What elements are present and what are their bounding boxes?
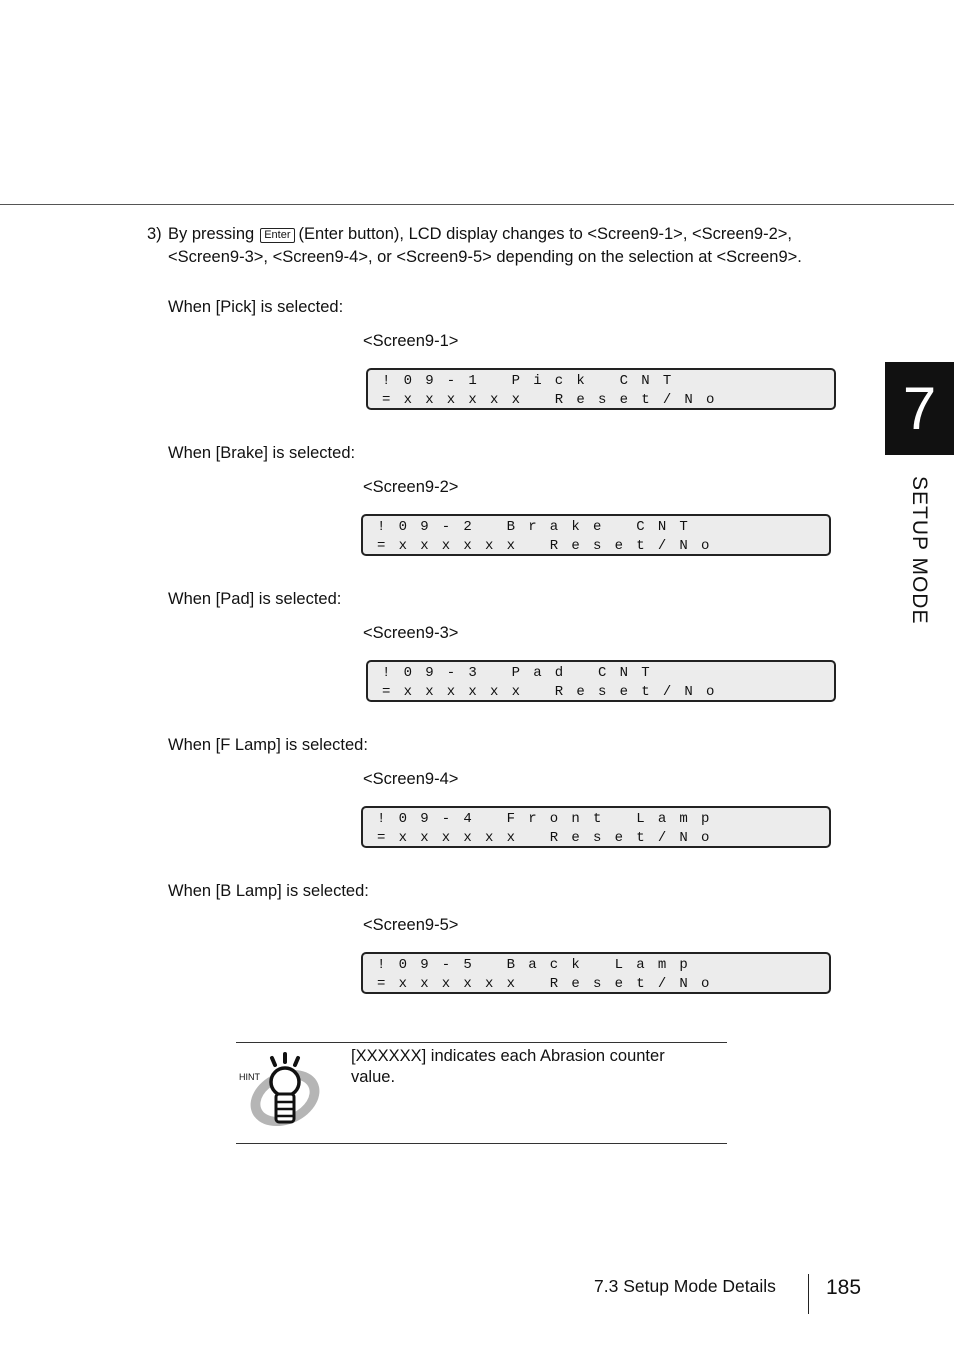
screen9-2-label: <Screen9-2> [363,478,459,496]
lcd-line-2: =xxxxxx Reset/No [377,538,723,554]
lcd-screen9-1 [366,368,836,410]
lcd-line-2: =xxxxxx Reset/No [382,392,728,408]
lcd-line-2: =xxxxxx Reset/No [377,830,723,846]
screen9-5-label: <Screen9-5> [363,916,459,934]
hint-text: [XXXXXX] indicates each Abrasion counter value. [351,1047,665,1086]
step-description: (Enter button), LCD display changes to <Screen9-1>, <Screen9-2>, <Screen9-3>, <Screen9-4>, or <Screen9-5> depending on the selection at <Screen9>. [168,225,802,266]
lcd-line-2: =xxxxxx Reset/No [377,976,723,992]
when-brake-label: When [Brake] is selected: [168,444,356,462]
step-text-block [168,223,858,269]
when-b-lamp-label: When [B Lamp] is selected: [168,882,369,900]
lcd-line-1: !09-1 Pick CNT [382,373,685,389]
lcd-line-1: !09-3 Pad CNT [382,665,663,681]
step-intro: By pressing [168,225,255,243]
enter-key-icon: Enter [260,228,294,243]
lcd-line-1: !09-2 Brake CNT [377,519,702,535]
when-pick-label: When [Pick] is selected: [168,298,344,316]
hint-lightbulb-icon [238,1052,326,1130]
chapter-tab: 7 [885,362,954,455]
lcd-screen9-4 [361,806,831,848]
step-number: 3) [147,225,162,243]
page-number: 185 [826,1276,862,1299]
lcd-line-1: !09-5 Back Lamp [377,957,702,973]
when-pad-label: When [Pad] is selected: [168,590,342,608]
lcd-screen9-5 [361,952,831,994]
hint-bottom-rule [236,1143,727,1144]
lcd-line-2: =xxxxxx Reset/No [382,684,728,700]
lcd-screen9-2 [361,514,831,556]
footer-section-title: 7.3 Setup Mode Details [594,1276,776,1296]
screen9-4-label: <Screen9-4> [363,770,459,788]
screen9-3-label: <Screen9-3> [363,624,459,642]
hint-icon-label: HINT [239,1072,260,1082]
chapter-title: SETUP MODE [908,476,931,625]
lcd-line-1: !09-4 Front Lamp [377,811,723,827]
when-f-lamp-label: When [F Lamp] is selected: [168,736,368,754]
footer-divider [808,1274,809,1314]
lcd-screen9-3 [366,660,836,702]
screen9-1-label: <Screen9-1> [363,332,459,350]
header-rule [0,204,954,205]
hint-top-rule [236,1042,727,1043]
